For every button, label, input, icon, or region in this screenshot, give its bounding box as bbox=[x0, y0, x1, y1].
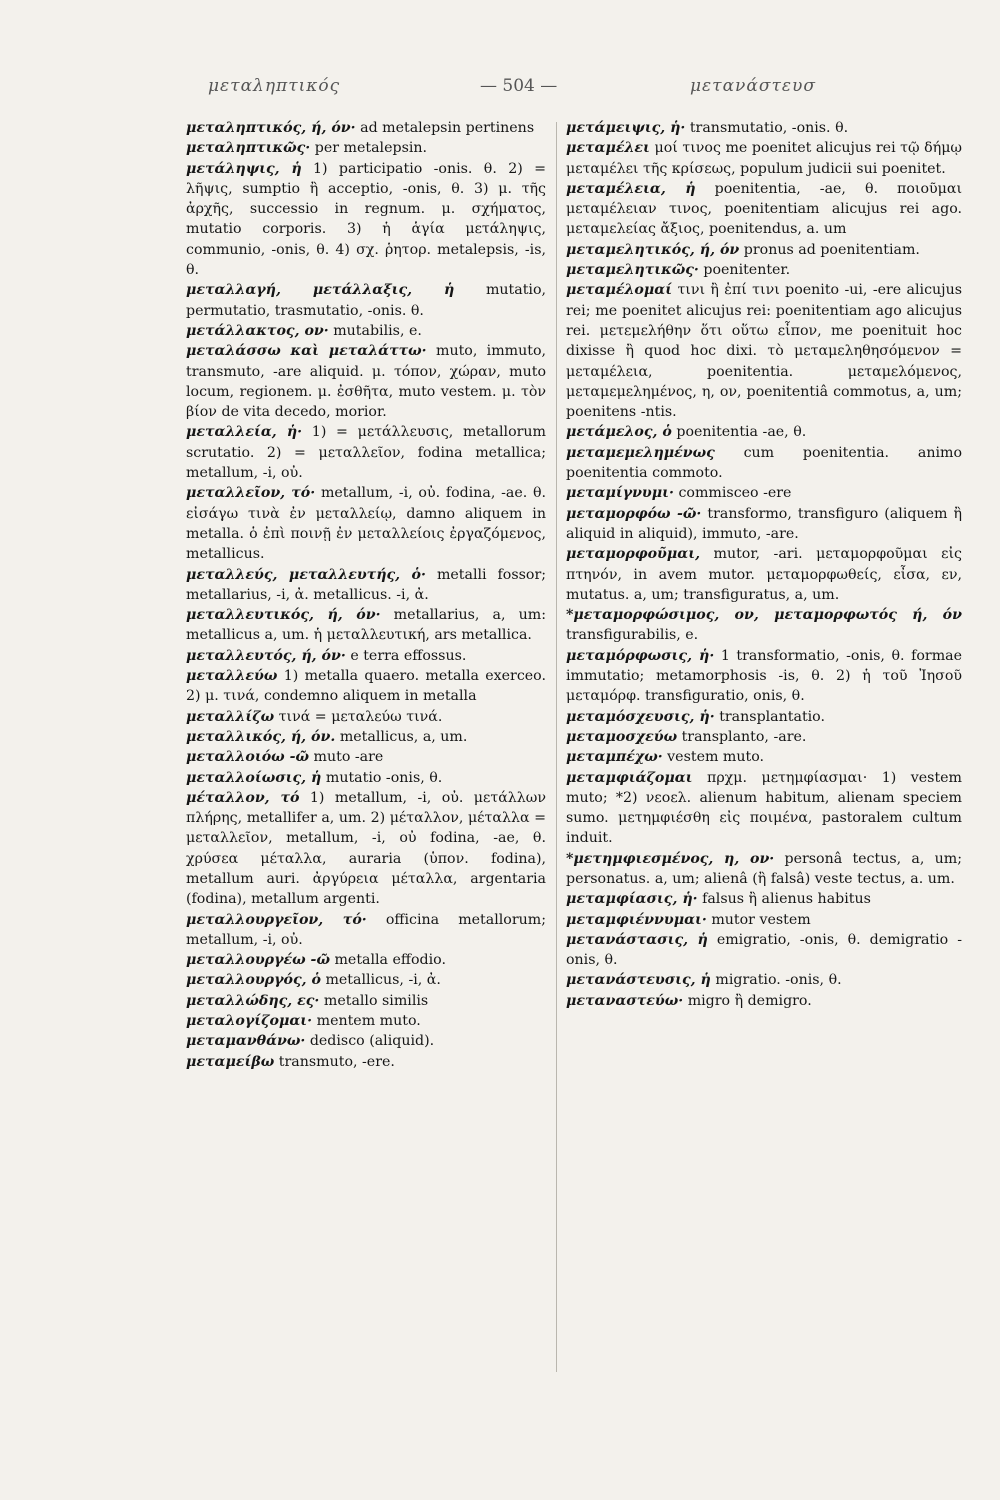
entry-definition: e terra effossus. bbox=[350, 647, 467, 664]
entry-headword: μετανάστασις, ἡ bbox=[566, 931, 708, 948]
entry-definition: metalla effodio. bbox=[334, 952, 446, 969]
entry-definition: transplanto, -are. bbox=[681, 728, 807, 745]
entry-definition: mutor vestem bbox=[711, 911, 811, 928]
entry-headword: μεταλλεῖον, τό· bbox=[186, 485, 316, 502]
entry-definition: personâ tectus, a, um; personatus. a, um; alienâ (ἢ falsâ) veste tectus, a. um. bbox=[566, 850, 962, 887]
entry-headword: *μεταμορφώσιμος, ον, μεταμορφωτός ή, όν bbox=[566, 607, 962, 624]
running-head-left: μεταληπτικός bbox=[208, 76, 341, 96]
entry-definition: emigratio, -onis, θ. demigratio -onis, θ. bbox=[566, 931, 962, 969]
entry-headword: μεταλλοίωσις, ἡ bbox=[186, 769, 322, 786]
entry-definition: transfigurabilis, e. bbox=[566, 627, 699, 644]
entry-definition: τινά = μεταλεύω τινά. bbox=[278, 708, 443, 725]
dictionary-entry bbox=[566, 544, 962, 605]
entry-headword: μεταμανθάνω· bbox=[186, 1033, 306, 1050]
entry-definition: 1) = μετάλλευσις, metallorum scrutatio. 2) = μεταλλεῖον, fodina metallica; metallum, -i, οὐ. bbox=[186, 424, 546, 482]
dictionary-entry bbox=[566, 889, 962, 909]
entry-definition: poenitentia -ae, θ. bbox=[676, 424, 807, 441]
dictionary-entry bbox=[566, 991, 962, 1011]
entry-headword: μεταλογίζομαι· bbox=[186, 1013, 313, 1030]
entry-definition: commisceo -ere bbox=[678, 485, 792, 502]
entry-definition: metallarius, a, um: metallicus a, um. ἡ μεταλλευτική, ars metallica. bbox=[186, 607, 546, 644]
page-header bbox=[150, 76, 910, 110]
entry-definition: mutor, -ari. μεταμορφοῦμαι εἰς πτηνόν, in avem mutor. μεταμορφωθείς, εἶσα, εν, mutatus. a, um; transfiguratus, a, um. bbox=[566, 546, 962, 603]
dictionary-entry bbox=[566, 179, 962, 240]
entry-headword: μεταμορφόω -ῶ· bbox=[566, 505, 702, 522]
entry-headword: μεταμέλομαί bbox=[566, 282, 673, 299]
entry-headword: μεταναστεύω· bbox=[566, 992, 684, 1009]
entry-headword: μετάληψις, ἡ bbox=[186, 160, 302, 177]
dictionary-entry bbox=[566, 605, 962, 646]
dictionary-entry bbox=[186, 950, 546, 970]
dictionary-entry bbox=[186, 565, 546, 606]
entry-headword: μεταμοσχεύω bbox=[566, 728, 678, 745]
running-head-right: μετανάστευσ bbox=[690, 76, 816, 96]
entry-headword: μεταλλουργεῖον, τό· bbox=[186, 911, 367, 928]
dictionary-entry bbox=[566, 443, 962, 484]
entry-definition: cum poenitentia. animo poenitentia commoto. bbox=[566, 444, 962, 482]
dictionary-entry bbox=[186, 483, 546, 564]
dictionary-entry bbox=[186, 159, 546, 281]
column-divider bbox=[556, 122, 557, 1372]
entry-definition: officina metallorum; metallum, -i, οὐ. bbox=[186, 911, 546, 948]
entry-headword: μεταλλευτός, ή, όν· bbox=[186, 647, 346, 664]
entry-headword: μετάμειψις, ἡ· bbox=[566, 120, 686, 136]
entry-headword: μεταληπτικός, ή, όν· bbox=[186, 120, 356, 136]
dictionary-entry bbox=[186, 321, 546, 341]
dictionary-entry bbox=[566, 260, 962, 280]
entry-headword: μεταλλεύω bbox=[186, 668, 278, 685]
dictionary-entry bbox=[186, 280, 546, 321]
entry-definition: μοί τινος me poenitet alicujus rei τῷ δήμῳ μεταμέλει τῆς κρίσεως, populum judicii sui poenitet. bbox=[566, 140, 962, 177]
dictionary-entry bbox=[566, 727, 962, 747]
entry-headword: μεταμφίασις, ἡ· bbox=[566, 891, 698, 908]
entry-headword: μεταληπτικῶς· bbox=[186, 140, 311, 157]
dictionary-entry bbox=[186, 118, 546, 138]
entry-headword: μεταλάσσω καὶ μεταλάττω· bbox=[186, 343, 427, 360]
entry-definition: metallicus, -i, ἀ. bbox=[325, 972, 441, 989]
dictionary-entry bbox=[566, 280, 962, 422]
entry-definition: poenitentia, -ae, θ. ποιοῦμαι μεταμέλειαν τινος, poenitentiam alicujus rei ago. μεταμελείας ἄξιος, poenitendus, a. um bbox=[566, 180, 963, 238]
dictionary-entry bbox=[186, 605, 546, 646]
entry-definition: transformo, transfiguro (aliquem ἢ aliquid in aliquid), immuto, -are. bbox=[566, 505, 962, 542]
page-number: — 504 — bbox=[480, 76, 558, 96]
entry-definition: transplantatio. bbox=[719, 708, 825, 725]
entry-definition: migratio. -onis, θ. bbox=[715, 972, 842, 989]
entry-headword: μεταμέλει bbox=[566, 140, 650, 157]
dictionary-entry bbox=[186, 1031, 546, 1051]
dictionary-entry bbox=[186, 768, 546, 788]
entry-definition: metallo similis bbox=[323, 992, 429, 1009]
dictionary-entry bbox=[186, 422, 546, 483]
entry-definition: muto, immuto, transmuto, -are aliquid. μ. τόπον, χώραν, muto locum, regionem. μ. ἐσθῆτα, muto vestem. μ. τὸν βίον de vita decedo, morior. bbox=[186, 343, 547, 421]
entry-definition: τινι ἢ ἐπί τινι poenito -ui, -ere alicujus rei; me poenitet alicujus rei: poenitentiam ago alicujus rei. μετεμελήθην ὅτι οὕτω εἶπον, me poenituit hoc dixisse ἢ quod hoc dixi. τὸ μεταμεληθησόμενον = μεταμέλεια, poenitentia. μεταμελόμενος, μεταμεμελημένος, η, ον, poenitentiâ commotus, a, um; poenitens -ntis. bbox=[566, 282, 962, 421]
entry-headword: *μετημφιεσμένος, η, ον· bbox=[566, 850, 775, 867]
entry-definition: ad metalepsin pertinens bbox=[360, 120, 535, 136]
entry-headword: μεταμελητικός, ή, όν bbox=[566, 241, 740, 258]
entry-headword: μεταλλευτικός, ή, όν· bbox=[186, 607, 381, 624]
dictionary-entry bbox=[186, 727, 546, 747]
dictionary-entry bbox=[566, 768, 962, 849]
entry-headword: μεταλλώδης, ες· bbox=[186, 992, 320, 1009]
dictionary-entry bbox=[566, 970, 962, 990]
dictionary-entry bbox=[566, 422, 962, 442]
entry-headword: μεταμεμελημένως bbox=[566, 444, 715, 461]
entry-headword: μεταμπέχω· bbox=[566, 749, 663, 766]
entry-definition: metalli fossor; metallarius, -i, ἀ. metallicus. -i, ἀ. bbox=[186, 566, 547, 603]
dictionary-entry bbox=[186, 138, 546, 158]
entry-headword: μεταλλίζω bbox=[186, 708, 275, 725]
entry-headword: μεταμέλεια, ἡ bbox=[566, 180, 696, 197]
dictionary-entry bbox=[566, 138, 962, 179]
left-column bbox=[186, 118, 546, 1072]
entry-definition: mentem muto. bbox=[316, 1013, 421, 1030]
entry-headword: μεταλλικός, ή, όν. bbox=[186, 728, 336, 745]
entry-definition: 1) participatio -onis. θ. 2) = λῆψις, sumptio ἢ acceptio, -onis, θ. 3) μ. τῆς ἀρχῆς, successio in regnum. μ. σχήματος, mutatio corporis. 3) ἡ ἁγία μετάληψις, communio, -onis, θ. 4) σχ. ῥητορ. metalepsis, -is, θ. bbox=[186, 160, 546, 279]
entry-headword: μετανάστευσις, ἡ bbox=[566, 972, 711, 989]
entry-definition: mutatio, permutatio, trasmutatio, -onis. θ. bbox=[186, 282, 546, 319]
entry-headword: μεταμόρφωσις, ἡ· bbox=[566, 647, 715, 664]
dictionary-entry bbox=[566, 483, 962, 503]
dictionary-entry bbox=[186, 666, 546, 707]
entry-headword: μετάλλακτος, ον· bbox=[186, 322, 329, 339]
dictionary-entry bbox=[566, 240, 962, 260]
entry-headword: μεταμφιάζομαι bbox=[566, 769, 693, 786]
entry-definition: metallum, -i, οὐ. fodina, -ae. θ. εἰσάγω τινὰ ἐν μεταλλείῳ, damno aliquem in metalla. ὁ ἐπὶ ποινῇ ἐν μεταλλείοις ἐργαζόμενος, metallicus. bbox=[186, 485, 547, 563]
entry-definition: muto -are bbox=[313, 749, 384, 766]
entry-definition: transmutatio, -onis. θ. bbox=[689, 120, 849, 136]
entry-headword: μεταμελητικῶς· bbox=[566, 262, 699, 279]
entry-definition: poenitenter. bbox=[703, 262, 791, 279]
dictionary-entry bbox=[566, 849, 962, 890]
entry-definition: πρχμ. μετημφίασμαι· 1) vestem muto; *2) νεοελ. alienum habitum, alienam speciem sumo. μετημφιέσθη εἰς ποιμένα, pastoralem cultum induit. bbox=[566, 769, 962, 847]
dictionary-entry bbox=[566, 910, 962, 930]
entry-definition: 1 transformatio, -onis, θ. formae immutatio; metamorphosis -is, θ. 2) ἡ τοῦ Ἰησοῦ μεταμόρφ. transfiguratio, onis, θ. bbox=[566, 647, 963, 705]
entry-definition: migro ἢ demigro. bbox=[687, 992, 812, 1009]
dictionary-entry bbox=[186, 788, 546, 910]
entry-headword: μεταλλεύς, μεταλλευτής, ὁ· bbox=[186, 566, 426, 583]
entry-definition: 1) metalla quaero. metalla exerceo. 2) μ. τινά, condemno aliquem in metalla bbox=[186, 668, 546, 705]
dictionary-entry bbox=[186, 991, 546, 1011]
entry-definition: metallicus, a, um. bbox=[339, 728, 468, 745]
entry-definition: dedisco (aliquid). bbox=[309, 1033, 435, 1050]
dictionary-entry bbox=[186, 1052, 546, 1072]
entry-headword: μεταλλοιόω -ῶ bbox=[186, 749, 310, 766]
right-column bbox=[566, 118, 962, 1011]
entry-definition: transmuto, -ere. bbox=[278, 1053, 395, 1070]
entry-headword: μεταλλουργός, ὁ bbox=[186, 972, 321, 989]
dictionary-entry bbox=[566, 504, 962, 545]
dictionary-entry bbox=[186, 910, 546, 951]
dictionary-entry bbox=[186, 747, 546, 767]
entry-definition: falsus ἢ alienus habitus bbox=[702, 891, 871, 908]
entry-headword: μεταμείβω bbox=[186, 1053, 275, 1070]
entry-headword: μεταμφιέννυμαι· bbox=[566, 911, 707, 928]
entry-headword: μεταμόσχευσις, ἡ· bbox=[566, 708, 715, 725]
dictionary-entry bbox=[566, 646, 962, 707]
dictionary-entry bbox=[186, 970, 546, 990]
entry-definition: mutabilis, e. bbox=[333, 322, 422, 339]
dictionary-entry bbox=[186, 646, 546, 666]
entry-definition: per metalepsin. bbox=[314, 140, 428, 157]
entry-headword: μεταλλεία, ἡ· bbox=[186, 424, 303, 441]
dictionary-entry bbox=[566, 747, 962, 767]
entry-definition: mutatio -onis, θ. bbox=[325, 769, 443, 786]
entry-headword: μετάμελος, ὁ bbox=[566, 424, 672, 441]
dictionary-entry bbox=[566, 118, 962, 138]
entry-headword: μέταλλον, τό bbox=[186, 789, 300, 806]
dictionary-entry bbox=[186, 707, 546, 727]
dictionary-entry bbox=[566, 707, 962, 727]
entry-headword: μεταμορφοῦμαι, bbox=[566, 546, 701, 563]
dictionary-entry bbox=[566, 930, 962, 971]
entry-definition: vestem muto. bbox=[667, 749, 765, 766]
entry-definition: pronus ad poenitentiam. bbox=[743, 241, 920, 258]
entry-headword: μεταλλαγή, μετάλλαξις, ἡ bbox=[186, 282, 455, 299]
entry-headword: μεταλλουργέω -ῶ bbox=[186, 952, 330, 969]
entry-definition: 1) metallum, -i, οὐ. μετάλλων πλήρης, metallifer a, um. 2) μέταλλον, μέταλλα = μεταλλεῖον, metallum, -i, οὐ fodina, -ae, θ. χρύσεα μέταλλα, auraria (ὑπον. fodina), metallum auri. ἀργύρεια μέταλλα, argentaria (fodina), metallum argenti. bbox=[186, 789, 546, 908]
dictionary-entry bbox=[186, 1011, 546, 1031]
entry-headword: μεταμίγνυμι· bbox=[566, 485, 674, 502]
dictionary-entry bbox=[186, 341, 546, 422]
